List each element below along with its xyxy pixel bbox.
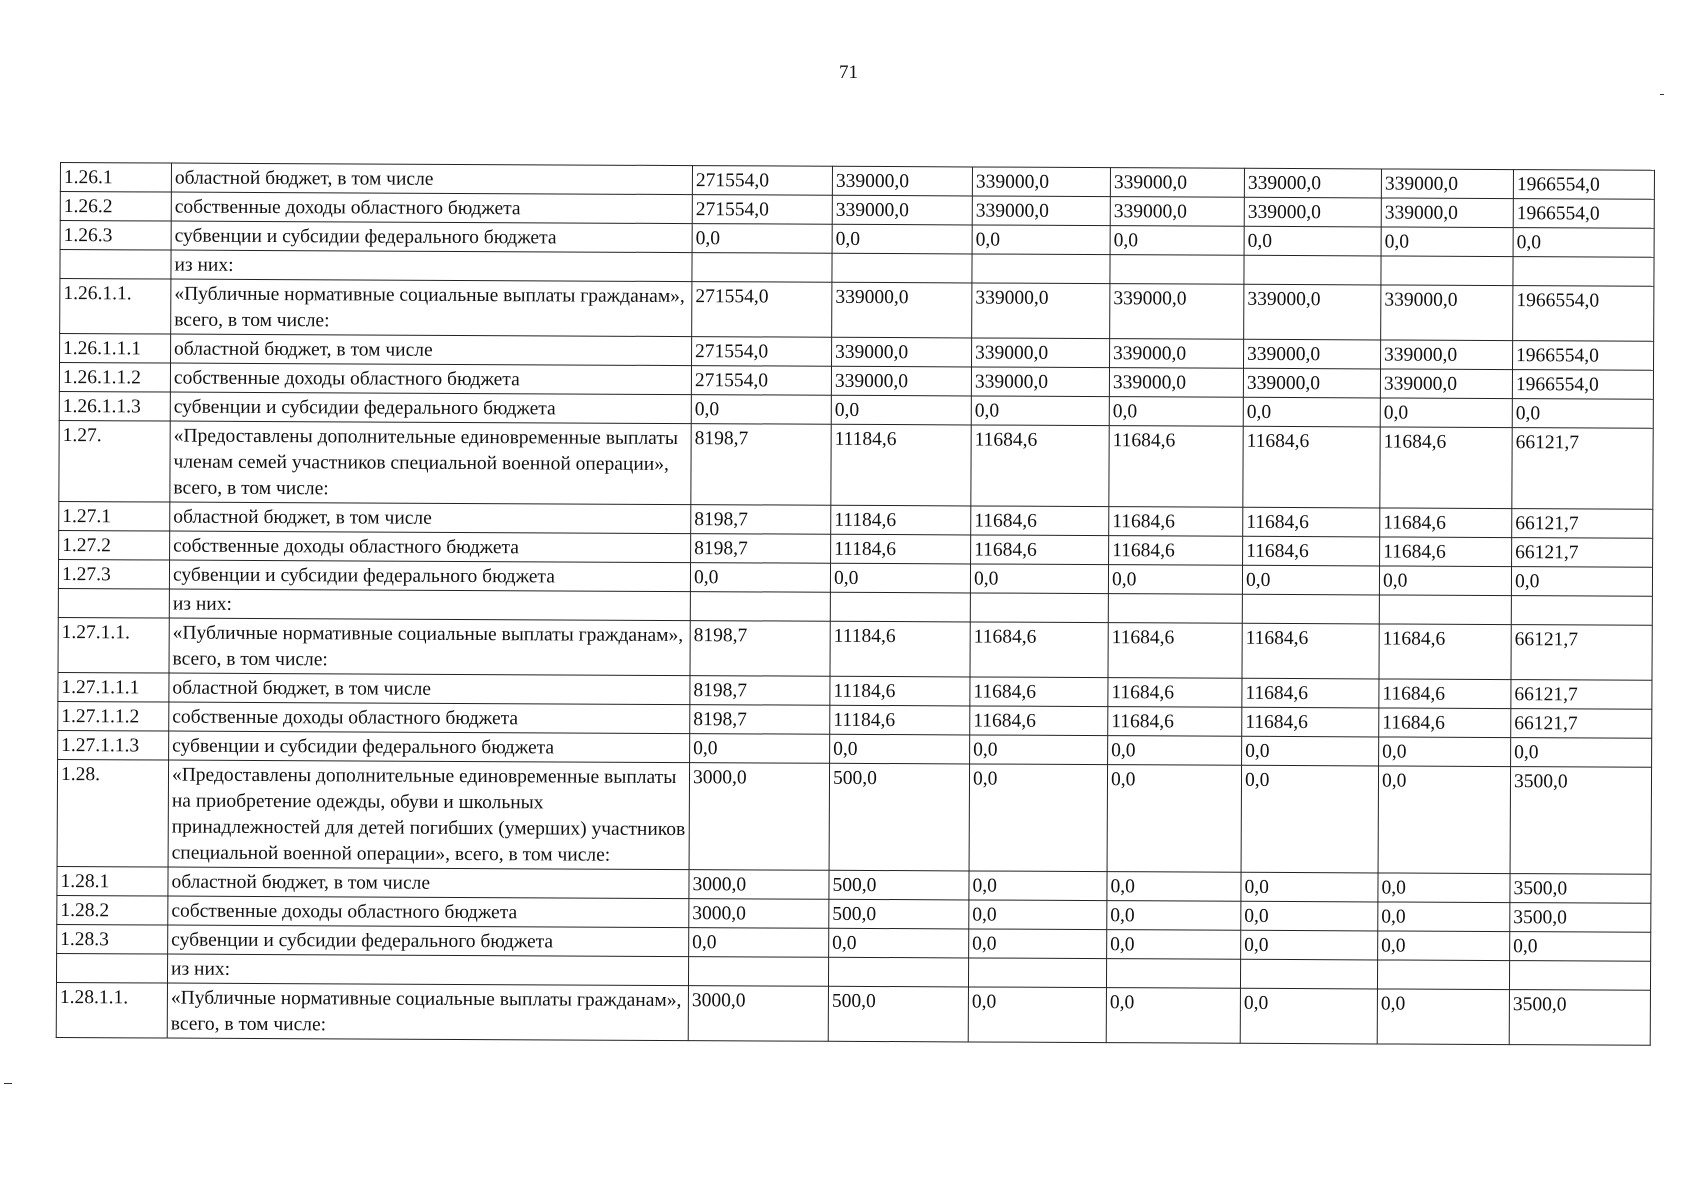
value-cell: 0,0 — [1378, 931, 1510, 961]
value-cell — [1106, 959, 1240, 989]
scan-edge-mark — [4, 1083, 12, 1084]
value-cell: 0,0 — [1107, 930, 1241, 960]
row-number-cell: 1.27.1.1.2 — [58, 701, 169, 731]
value-cell: 3000,0 — [689, 899, 829, 929]
value-cell: 11184,6 — [830, 705, 970, 735]
value-cell: 500,0 — [829, 899, 969, 929]
row-number-cell: 1.26.1 — [60, 163, 171, 193]
row-number-cell: 1.28. — [57, 759, 169, 867]
value-cell: 1966554,0 — [1513, 199, 1654, 229]
value-cell: 3500,0 — [1510, 903, 1651, 933]
value-cell — [1240, 959, 1377, 989]
value-cell: 3000,0 — [688, 986, 828, 1042]
value-cell: 66121,7 — [1511, 680, 1652, 710]
value-cell: 0,0 — [831, 395, 971, 425]
row-description-cell: субвенции и субсидии федерального бюджета — [169, 731, 690, 763]
value-cell: 0,0 — [1107, 872, 1241, 902]
value-cell: 0,0 — [970, 735, 1108, 765]
value-cell — [1379, 595, 1511, 625]
value-cell: 0,0 — [1240, 988, 1377, 1044]
value-cell: 271554,0 — [692, 195, 832, 225]
value-cell: 11684,6 — [1380, 427, 1512, 509]
value-cell: 0,0 — [830, 734, 970, 764]
value-cell: 339000,0 — [1110, 284, 1244, 340]
value-cell: 11684,6 — [1243, 426, 1380, 508]
value-cell: 339000,0 — [1381, 169, 1513, 199]
value-cell: 0,0 — [1241, 930, 1378, 960]
row-description-cell: субвенции и субсидии федерального бюджета — [169, 560, 690, 592]
value-cell: 339000,0 — [972, 196, 1110, 226]
row-description-cell: субвенции и субсидии федерального бюджета — [171, 221, 692, 253]
value-cell: 66121,7 — [1511, 625, 1652, 681]
value-cell: 8198,7 — [691, 505, 831, 535]
value-cell: 11184,6 — [830, 621, 970, 677]
value-cell: 11684,6 — [1109, 536, 1243, 566]
value-cell: 11184,6 — [831, 534, 971, 564]
value-cell: 0,0 — [969, 871, 1107, 901]
value-cell: 11684,6 — [1242, 707, 1379, 737]
value-cell: 11184,6 — [830, 676, 970, 706]
value-cell: 0,0 — [830, 563, 970, 593]
value-cell: 0,0 — [969, 764, 1108, 872]
value-cell: 339000,0 — [972, 283, 1110, 339]
value-cell: 339000,0 — [1244, 339, 1381, 369]
value-cell — [968, 958, 1106, 988]
value-cell: 66121,7 — [1512, 509, 1653, 539]
value-cell: 66121,7 — [1511, 709, 1652, 739]
row-number-cell: 1.27.2 — [59, 530, 170, 560]
value-cell: 339000,0 — [1109, 368, 1243, 398]
value-cell: 0,0 — [1510, 932, 1651, 962]
value-cell — [1381, 256, 1513, 286]
value-cell: 0,0 — [1511, 567, 1652, 597]
value-cell: 339000,0 — [1244, 168, 1381, 198]
row-number-cell: 1.26.2 — [60, 192, 171, 222]
row-description-cell: «Публичные нормативные социальные выплаты гражданам», всего, в том числе: — [167, 983, 688, 1041]
value-cell: 0,0 — [1108, 736, 1242, 766]
value-cell: 3000,0 — [689, 763, 830, 871]
value-cell: 11684,6 — [1108, 623, 1242, 679]
value-cell: 11684,6 — [1379, 679, 1511, 709]
value-cell: 11684,6 — [1379, 624, 1511, 680]
value-cell: 11684,6 — [970, 677, 1108, 707]
value-cell — [830, 592, 970, 622]
value-cell: 11684,6 — [1109, 426, 1243, 508]
value-cell: 500,0 — [829, 763, 970, 871]
value-cell: 0,0 — [1380, 398, 1512, 428]
value-cell: 339000,0 — [1244, 197, 1381, 227]
row-number-cell: 1.28.2 — [57, 895, 168, 925]
scan-edge-mark — [1660, 94, 1664, 95]
value-cell: 0,0 — [829, 928, 969, 958]
value-cell: 339000,0 — [831, 366, 971, 396]
row-number-cell: 1.28.3 — [57, 924, 168, 954]
row-number-cell: 1.28.1 — [57, 866, 168, 896]
value-cell: 0,0 — [971, 396, 1109, 426]
value-cell: 1966554,0 — [1513, 341, 1654, 371]
value-cell: 8198,7 — [690, 705, 830, 735]
value-cell: 339000,0 — [832, 337, 972, 367]
row-number-cell — [58, 588, 169, 618]
row-description-cell: областной бюджет, в том числе — [170, 502, 691, 534]
value-cell: 0,0 — [689, 928, 829, 958]
value-cell: 11184,6 — [831, 505, 971, 535]
row-number-cell: 1.26.1.1.2 — [59, 363, 170, 393]
row-number-cell: 1.28.1.1. — [56, 982, 167, 1038]
value-cell — [828, 957, 968, 987]
table-row — [56, 982, 1650, 1045]
value-cell: 0,0 — [970, 564, 1108, 594]
value-cell: 339000,0 — [1244, 284, 1381, 340]
value-cell: 11684,6 — [971, 425, 1109, 507]
value-cell: 0,0 — [1109, 397, 1243, 427]
value-cell — [1110, 255, 1244, 285]
table-body — [56, 163, 1654, 1046]
value-cell: 339000,0 — [832, 166, 972, 196]
value-cell: 0,0 — [832, 224, 972, 254]
table-row — [59, 420, 1653, 509]
row-description-cell: «Предоставлены дополнительные единовременные выплаты на приобретение одежды, обуви и школьных принадлежностей для детей погибших (умерших) участников специальной военной операции», всего, в том числе: — [168, 760, 690, 870]
value-cell: 11684,6 — [970, 622, 1108, 678]
row-description-cell: областной бюджет, в том числе — [171, 334, 692, 366]
value-cell: 0,0 — [1379, 737, 1511, 767]
row-number-cell: 1.27.1.1.1 — [58, 672, 169, 702]
value-cell: 3500,0 — [1509, 990, 1650, 1046]
value-cell: 500,0 — [828, 986, 968, 1042]
value-cell: 11684,6 — [1380, 537, 1512, 567]
row-description-cell: «Публичные нормативные социальные выплаты гражданам», всего, в том числе: — [171, 279, 692, 337]
row-description-cell: «Публичные нормативные социальные выплаты гражданам», всего, в том числе: — [169, 618, 690, 676]
value-cell: 339000,0 — [1243, 368, 1380, 398]
row-description-cell: из них: — [169, 589, 690, 621]
value-cell: 0,0 — [1242, 736, 1379, 766]
row-number-cell: 1.27. — [59, 420, 170, 502]
table-row — [60, 279, 1654, 342]
value-cell: 339000,0 — [1380, 369, 1512, 399]
value-cell: 0,0 — [691, 395, 831, 425]
value-cell — [1108, 594, 1242, 624]
value-cell: 11684,6 — [1243, 507, 1380, 537]
value-cell: 0,0 — [1378, 902, 1510, 932]
value-cell: 8198,7 — [690, 621, 830, 677]
value-cell — [1511, 596, 1652, 626]
value-cell — [1513, 257, 1654, 287]
row-description-cell: «Предоставлены дополнительные единовременные выплаты членам семей участников специальной военной операции», всего, в том числе: — [170, 421, 691, 505]
row-description-cell: собственные доходы областного бюджета — [170, 531, 691, 563]
value-cell: 0,0 — [1378, 873, 1510, 903]
row-number-cell: 1.26.1.1. — [60, 279, 171, 335]
value-cell — [692, 253, 832, 283]
value-cell: 339000,0 — [1381, 340, 1513, 370]
value-cell: 11684,6 — [970, 706, 1108, 736]
value-cell: 0,0 — [1379, 566, 1511, 596]
value-cell — [1242, 594, 1379, 624]
budget-table — [56, 162, 1655, 1046]
value-cell — [1377, 960, 1509, 990]
value-cell: 0,0 — [690, 734, 830, 764]
row-description-cell: областной бюджет, в том числе — [169, 673, 690, 705]
row-description-cell: субвенции и субсидии федерального бюджета — [170, 392, 691, 424]
value-cell: 339000,0 — [832, 195, 972, 225]
value-cell: 11684,6 — [1243, 536, 1380, 566]
value-cell — [688, 957, 828, 987]
row-description-cell: областной бюджет, в том числе — [168, 867, 689, 899]
value-cell: 271554,0 — [692, 282, 832, 338]
value-cell: 3500,0 — [1510, 767, 1652, 875]
value-cell: 11684,6 — [1379, 708, 1511, 738]
row-number-cell — [56, 953, 167, 983]
value-cell: 0,0 — [1381, 227, 1513, 257]
value-cell: 0,0 — [968, 987, 1106, 1043]
page-number: 71 — [839, 62, 858, 83]
value-cell: 11684,6 — [971, 535, 1109, 565]
row-number-cell: 1.27.1.1.3 — [58, 730, 169, 760]
value-cell: 11184,6 — [831, 424, 971, 506]
value-cell: 11684,6 — [1380, 508, 1512, 538]
value-cell: 0,0 — [1107, 901, 1241, 931]
value-cell: 1966554,0 — [1513, 286, 1654, 342]
table-row — [58, 617, 1652, 680]
value-cell: 0,0 — [1107, 765, 1242, 873]
value-cell: 0,0 — [1378, 766, 1511, 874]
value-cell: 0,0 — [1244, 226, 1381, 256]
value-cell: 0,0 — [1512, 399, 1653, 429]
value-cell: 0,0 — [972, 225, 1110, 255]
value-cell: 0,0 — [969, 929, 1107, 959]
value-cell: 11684,6 — [1242, 678, 1379, 708]
value-cell — [1244, 255, 1381, 285]
value-cell: 0,0 — [692, 224, 832, 254]
row-number-cell: 1.26.1.1.3 — [59, 391, 170, 421]
row-description-cell: собственные доходы областного бюджета — [170, 363, 691, 395]
value-cell: 0,0 — [1241, 765, 1379, 873]
row-description-cell: областной бюджет, в том числе — [171, 163, 692, 195]
row-number-cell: 1.27.1.1. — [58, 617, 169, 673]
value-cell: 271554,0 — [692, 166, 832, 196]
value-cell: 0,0 — [1241, 872, 1378, 902]
value-cell: 3000,0 — [689, 870, 829, 900]
value-cell — [970, 593, 1108, 623]
value-cell: 339000,0 — [971, 367, 1109, 397]
value-cell: 339000,0 — [972, 338, 1110, 368]
value-cell: 8198,7 — [691, 424, 831, 506]
value-cell — [972, 254, 1110, 284]
row-number-cell: 1.27.3 — [58, 559, 169, 589]
value-cell: 8198,7 — [691, 534, 831, 564]
row-number-cell: 1.27.1 — [59, 501, 170, 531]
value-cell: 8198,7 — [690, 676, 830, 706]
value-cell: 271554,0 — [691, 366, 831, 396]
value-cell: 0,0 — [1110, 226, 1244, 256]
row-description-cell: из них: — [167, 954, 688, 986]
value-cell: 0,0 — [1513, 228, 1654, 258]
value-cell: 0,0 — [1242, 565, 1379, 595]
value-cell: 339000,0 — [1381, 198, 1513, 228]
value-cell: 1966554,0 — [1512, 370, 1653, 400]
value-cell: 0,0 — [1243, 397, 1380, 427]
value-cell: 0,0 — [1377, 989, 1509, 1045]
value-cell: 1966554,0 — [1513, 170, 1654, 200]
value-cell: 66121,7 — [1512, 538, 1653, 568]
value-cell: 500,0 — [829, 870, 969, 900]
value-cell — [832, 253, 972, 283]
value-cell: 0,0 — [1106, 988, 1240, 1044]
value-cell: 0,0 — [969, 900, 1107, 930]
value-cell: 11684,6 — [1109, 507, 1243, 537]
row-number-cell: 1.26.1.1.1 — [60, 334, 171, 364]
value-cell: 11684,6 — [1108, 707, 1242, 737]
row-number-cell: 1.26.3 — [60, 221, 171, 251]
value-cell: 11684,6 — [1108, 678, 1242, 708]
value-cell — [1509, 961, 1650, 991]
value-cell: 339000,0 — [1381, 285, 1513, 341]
table-row — [57, 759, 1652, 874]
value-cell: 339000,0 — [1110, 197, 1244, 227]
row-description-cell: собственные доходы областного бюджета — [171, 192, 692, 224]
value-cell: 339000,0 — [1110, 339, 1244, 369]
row-number-cell — [60, 250, 171, 280]
value-cell: 339000,0 — [1110, 168, 1244, 198]
value-cell: 11684,6 — [1242, 623, 1379, 679]
value-cell: 339000,0 — [832, 282, 972, 338]
value-cell: 271554,0 — [692, 337, 832, 367]
value-cell: 0,0 — [1241, 901, 1378, 931]
value-cell: 11684,6 — [971, 506, 1109, 536]
value-cell: 0,0 — [1108, 565, 1242, 595]
row-description-cell: собственные доходы областного бюджета — [168, 896, 689, 928]
row-description-cell: субвенции и субсидии федерального бюджета — [168, 925, 689, 957]
value-cell: 66121,7 — [1512, 428, 1653, 510]
value-cell: 339000,0 — [972, 167, 1110, 197]
row-description-cell: из них: — [171, 250, 692, 282]
value-cell — [690, 592, 830, 622]
value-cell: 0,0 — [690, 563, 830, 593]
row-description-cell: собственные доходы областного бюджета — [169, 702, 690, 734]
value-cell: 3500,0 — [1510, 874, 1651, 904]
value-cell: 0,0 — [1511, 738, 1652, 768]
